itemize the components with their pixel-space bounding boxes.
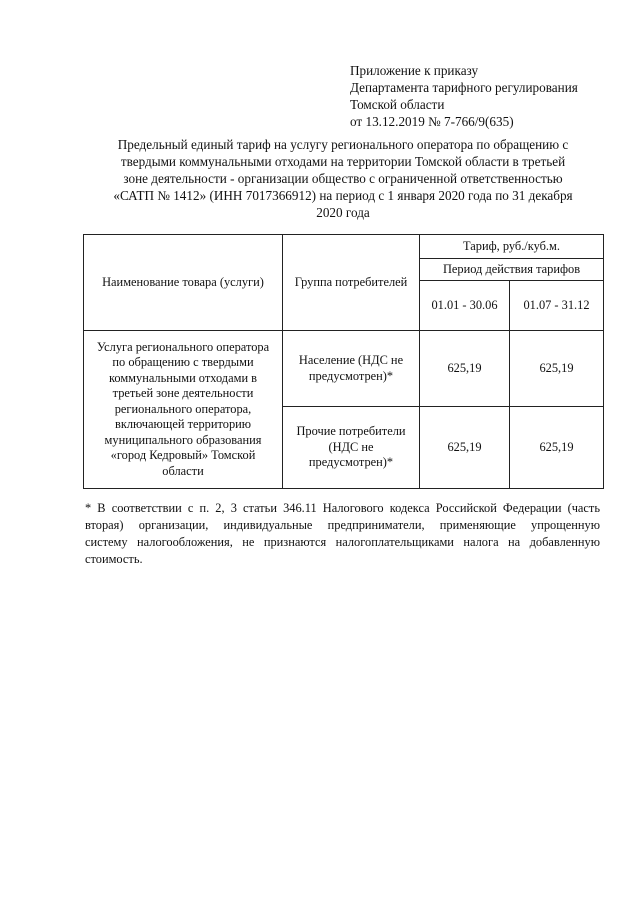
table-row bbox=[84, 331, 604, 407]
title-line: твердыми коммунальными отходами на территории Томской области в третьей bbox=[120, 154, 566, 169]
title-line: Предельный единый тариф на услугу регионального оператора по обращению с bbox=[117, 137, 569, 152]
footnote-line: стоимость. bbox=[85, 552, 143, 566]
header-tariff-unit: Тариф, руб./куб.м. bbox=[420, 235, 604, 259]
footnote-line: вторая) организации, индивидуальные предприниматели, применяющие упрощенную bbox=[85, 518, 600, 532]
header-product: Наименование товара (услуги) bbox=[84, 235, 283, 331]
tariff-value-cell: 625,19 bbox=[510, 407, 604, 489]
consumer-group-cell: Население (НДС не предусмотрен)* bbox=[283, 331, 420, 407]
footnote-line: систему налогообложения, не признаются налогоплательщиками налога на добавленную bbox=[85, 535, 600, 549]
tariff-table bbox=[83, 234, 604, 489]
header-period2: 01.07 - 31.12 bbox=[510, 281, 604, 331]
tariff-value-cell: 625,19 bbox=[420, 331, 510, 407]
title-line: 2020 года bbox=[316, 205, 370, 220]
title-line: «САТП № 1412» (ИНН 7017366912) на период с 1 января 2020 года по 31 декабря bbox=[113, 188, 573, 203]
service-name-cell: Услуга регионального оператора по обращению с твердыми коммунальными отходами в третьей зоне деятельности регионального оператора, включающей территорию муниципального образования «город Кедровый» Томской области bbox=[84, 331, 283, 489]
appendix-line: Департамента тарифного регулирования bbox=[350, 80, 578, 95]
table-header-row bbox=[84, 235, 604, 259]
appendix-block bbox=[350, 62, 620, 130]
consumer-group-cell: Прочие потребители (НДС не предусмотрен)* bbox=[283, 407, 420, 489]
tariff-value-cell: 625,19 bbox=[510, 331, 604, 407]
appendix-line: от 13.12.2019 № 7-766/9(635) bbox=[350, 114, 514, 129]
title-line: зоне деятельности - организации общество с ограниченной ответственностью bbox=[123, 171, 563, 186]
header-period1: 01.01 - 30.06 bbox=[420, 281, 510, 331]
header-period-label: Период действия тарифов bbox=[420, 259, 604, 281]
footnote bbox=[85, 500, 600, 568]
header-group: Группа потребителей bbox=[283, 235, 420, 331]
document-title bbox=[84, 136, 602, 221]
tariff-value-cell: 625,19 bbox=[420, 407, 510, 489]
appendix-line: Приложение к приказу bbox=[350, 63, 479, 78]
appendix-line: Томской области bbox=[350, 97, 445, 112]
footnote-line: * В соответствии с п. 2, 3 статьи 346.11 Налогового кодекса Российской Федерации (часть bbox=[85, 501, 600, 515]
